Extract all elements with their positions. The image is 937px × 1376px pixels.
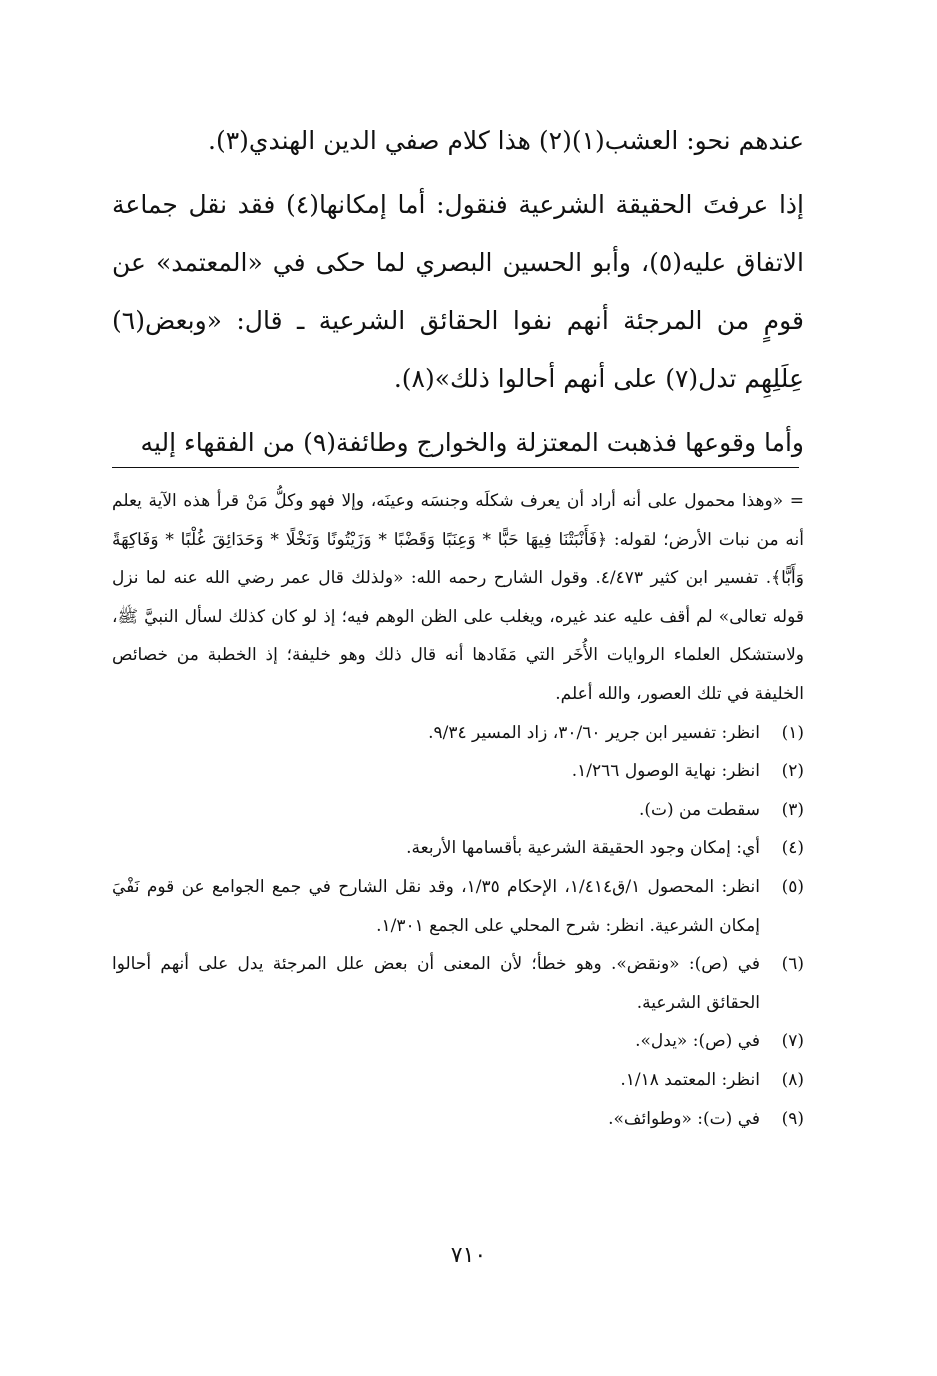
footnote-number: (٨) [781, 1069, 804, 1090]
footnote-text: انظر: المعتمد ١/١٨. [620, 1069, 760, 1090]
footnote-number: (٣) [781, 799, 804, 820]
footnote-text: انظر: نهاية الوصول ١/٢٦٦. [571, 761, 760, 782]
footnote-number: (٦) [781, 954, 804, 975]
page-number: ٧١٠ [450, 1243, 487, 1268]
footnote-text: في (ت): «وطوائف». [608, 1108, 760, 1129]
footnote-text: انظر: تفسير ابن جرير ٣٠/٦٠، زاد المسير ٩/٣٤. [428, 722, 760, 743]
footnote-number: (٥) [781, 876, 804, 897]
footnote-4 [112, 829, 804, 868]
main-paragraph: وأما وقوعها فذهبت المعتزلة والخوارج وطائفة(٩) من الفقهاء إليه [140, 428, 804, 457]
footnote-6 [112, 945, 804, 1022]
footnote-text: في (ص): «يدل». [635, 1031, 760, 1052]
footnotes-section [112, 482, 804, 1138]
footnote-number: (٤) [781, 838, 804, 859]
footnote-8 [112, 1061, 804, 1100]
footnote-number: (٩) [781, 1108, 804, 1129]
footnote-text: سقطت من (ت). [638, 799, 760, 820]
footnote-1 [112, 714, 804, 753]
main-paragraph: إذا عرفتَ الحقيقة الشرعية فنقول: أما إمكانها(٤) فقد نقل جماعة الاتفاق عليه(٥)، وأبو الحسين البصري لما حكى في «المعتمد» عن قومٍ من المرجئة أنهم نفوا الحقائق الشرعية ـ قال: «وبعض(٦) عِلَلِهِم تدل(٧) على أنهم أحالوا ذلك»(٨). [112, 190, 805, 393]
main-paragraph: عندهم نحو: العشب(١)(٢) هذا كلام صفي الدين الهندي(٣). [208, 126, 804, 155]
footnote-7 [112, 1022, 804, 1061]
footnote-2 [112, 752, 804, 791]
footnote-continuation: = «وهذا محمول على أنه أراد أن يعرف شكلَه وجنسَه وعينَه، وإلا فهو وكلُّ مَنْ قرأ هذه الآية يعلم أنه من نبات الأرض؛ لقوله: ﴿فَأَنْبَتْنَا فِيهَا حَبًّا * وَعِنَبًا وَقَضْبًا * وَزَيْتُونًا وَنَخْلًا * وَحَدَائِقَ غُلْبًا * وَفَاكِهَةً وَأَبًّا﴾. تفسير ابن كثير ٤/٤٧٣. وقول الشارح رحمه الله: «ولذلك قال عمر رضي الله عنه لما نزل قوله تعالى» لم أقف عليه عند غيره، ويغلب على الظن الوهم فيه؛ إذ لو كان كذلك لسأل النبيَّ ﷺ، ولاستشكل العلماء الروايات الأُخَر التي مَفَادها أنه قال ذلك وهو خليفة؛ إذ الخطبة من خصائص الخليفة في تلك العصور، والله أعلم. [112, 491, 804, 704]
footnote-3 [112, 791, 804, 830]
footnote-number: (١) [781, 722, 804, 743]
footnote-text: انظر: المحصول ١/ق١/٤١٤، الإحكام ١/٣٥، وقد نقل الشارح في جمع الجوامع عن قوم نَفْيَ إمكان الشرعية. انظر: شرح المحلي على الجمع ١/٣٠١. [112, 876, 760, 936]
footnote-separator [112, 467, 799, 468]
footnote-number: (٧) [781, 1031, 804, 1052]
footnote-9 [112, 1100, 804, 1139]
footnote-text: أي: إمكان وجود الحقيقة الشرعية بأقسامها الأربعة. [406, 838, 760, 859]
footnote-5 [112, 868, 804, 945]
footnote-number: (٢) [781, 761, 804, 782]
footnote-text: في (ص): «ونقض». وهو خطأ؛ لأن المعنى أن بعض علل المرجئة يدل على أنهم أحالوا الحقائق الشرعية. [112, 954, 760, 1013]
main-text [112, 112, 804, 472]
